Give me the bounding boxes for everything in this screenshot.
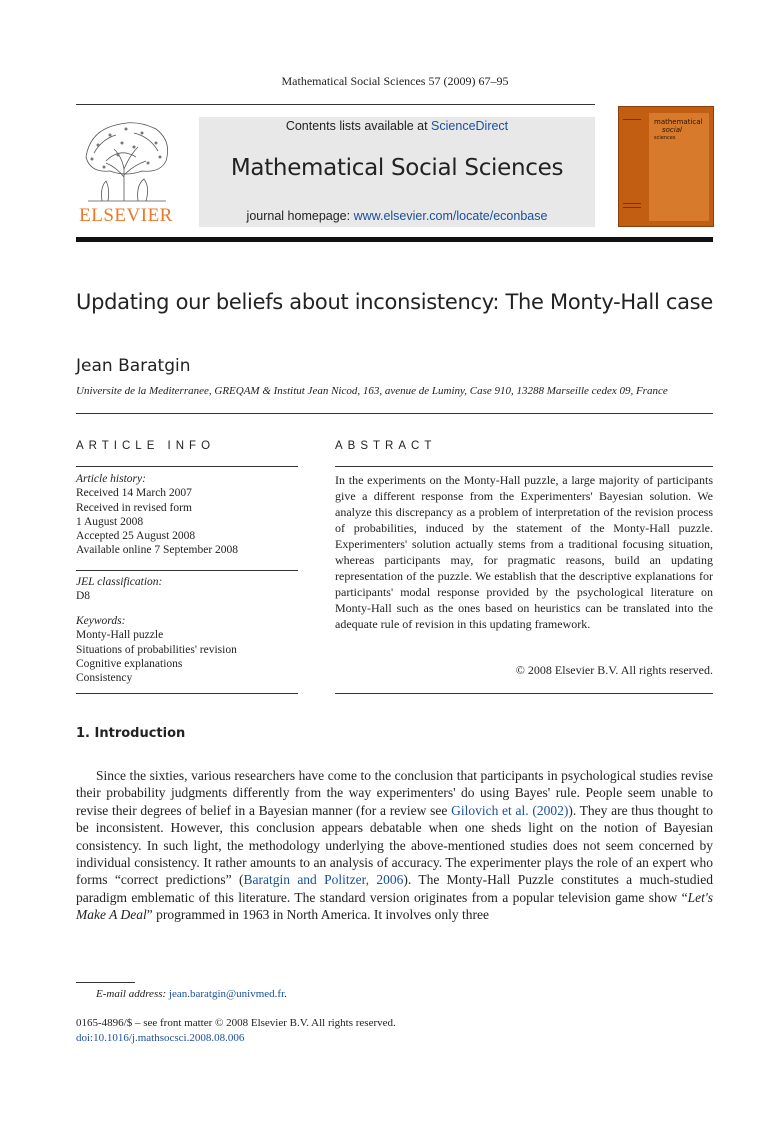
homepage-prefix: journal homepage:	[246, 209, 354, 223]
issn-line: 0165-4896/$ – see front matter © 2008 Elsevier B.V. All rights reserved.	[76, 1017, 396, 1029]
author-footnote	[96, 988, 287, 1000]
article-history	[76, 472, 298, 558]
elsevier-wordmark: ELSEVIER	[79, 205, 173, 226]
contents-line	[199, 119, 595, 133]
tree-of-knowledge-logo-icon	[76, 117, 176, 203]
cover-title-line: mathematical	[654, 118, 703, 126]
intro-text: Since the sixties, various researchers have come to the conclusion that participants in psychological studies revise their probability judgments differently from the way experimenters' do using Bayes' rule. People seem unable to revise their degrees of belief in a Bayesian manner (for a review see	[76, 768, 713, 818]
history-line: Received 14 March 2007	[76, 487, 192, 500]
homepage-line	[199, 209, 595, 223]
article-title: Updating our beliefs about inconsistency: The Monty-Hall case	[76, 290, 713, 314]
keyword: Cognitive explanations	[76, 657, 183, 670]
doi-link[interactable]: doi:10.1016/j.mathsocsci.2008.08.006	[76, 1031, 245, 1044]
abstract-rule	[335, 466, 713, 467]
intro-text: ” programmed in 1963 in North America. It involves only three	[146, 907, 490, 923]
masthead-rule	[76, 237, 713, 242]
elsevier-logo[interactable]	[76, 117, 176, 227]
journal-masthead	[199, 117, 595, 227]
history-line: Received in revised form	[76, 501, 192, 514]
article-info-heading: ARTICLE INFO	[76, 440, 216, 452]
abstract-copyright: © 2008 Elsevier B.V. All rights reserved.	[515, 663, 713, 677]
journal-title: Mathematical Social Sciences	[230, 155, 564, 181]
intro-text: ). They are thus thought to be inconsistent. However, this conclusion appears debatable when one sheds light on the notion of Bayesian consistency. In such light, the methodology underlying the above-mentioned studies does not seem concerned by individual consistency. It rather amounts to an analysis of accuracy. The experimenter plays the role of an expert who forms “correct predictions” (	[76, 802, 713, 888]
author-affiliation: Universite de la Mediterranee, GREQAM & Institut Jean Nicod, 163, avenue de Luminy, Case 910, 13288 Marseille cedex 09, France	[76, 385, 668, 397]
email-label: E-mail address:	[96, 988, 167, 1000]
citation-link[interactable]: Baratgin and Politzer, 2006	[243, 872, 404, 888]
sciencedirect-link[interactable]: ScienceDirect	[431, 119, 509, 133]
cover-decoration	[623, 203, 641, 204]
cover-decoration	[623, 207, 641, 208]
abstract-bottom-rule	[335, 693, 713, 694]
citation-link[interactable]: Gilovich et al. (2002)	[451, 802, 569, 818]
homepage-link[interactable]: www.elsevier.com/locate/econbase	[353, 209, 548, 223]
footnote-suffix: .	[284, 988, 287, 1000]
abstract-text: In the experiments on the Monty-Hall puzzle, a large majority of participants give a different response from the Experimenters' Bayesian solution. We analyze this discrepancy as a problem of interpretation of the revision process of probabilities, induced by the statement of the Monty-Hall puzzle. Experimenters' solution actually stems from a traditional focusing situation, whereas participants may, for pragmatic reasons, build an updating representation of the puzzle. We establish that the descriptive explanations for participants' modal response provided by the psychological literature on Monty-Hall such as the ones based on heuristics can be translated into the adequate rule of revision in this updating framework.	[335, 473, 713, 631]
keyword: Consistency	[76, 672, 133, 685]
contents-prefix: Contents lists available at	[285, 119, 432, 133]
introduction-heading: 1. Introduction	[76, 726, 186, 741]
keywords	[76, 614, 298, 685]
header-rule	[76, 104, 595, 105]
title-rule	[76, 413, 713, 414]
front-matter-info	[76, 1016, 396, 1045]
cover-decoration	[623, 119, 641, 120]
history-line: Accepted 25 August 2008	[76, 530, 196, 543]
introduction-paragraph	[76, 767, 713, 924]
history-label: Article history:	[76, 473, 146, 485]
jel-classification	[76, 575, 298, 604]
jel-code: D8	[76, 590, 91, 603]
journal-cover-thumbnail[interactable]	[618, 106, 714, 227]
jel-label: JEL classification:	[76, 576, 163, 588]
article-info-rule	[76, 466, 298, 467]
running-head: Mathematical Social Sciences 57 (2009) 67–95	[281, 74, 509, 88]
cover-title-line: sciences	[654, 135, 676, 141]
author-name[interactable]: Jean Baratgin	[76, 356, 191, 376]
history-line: 1 August 2008	[76, 515, 144, 528]
history-line: Available online 7 September 2008	[76, 544, 239, 557]
show-title: Let's Make A Deal	[76, 889, 713, 923]
cover-panel	[649, 113, 709, 221]
keywords-label: Keywords:	[76, 615, 126, 627]
intro-text: ). The Monty-Hall Puzzle constitutes a much-studied paradigm emblematic of this literature. The standard version originates from a popular television game show “	[76, 872, 713, 905]
keyword: Situations of probabilities' revision	[76, 643, 237, 656]
keyword: Monty-Hall puzzle	[76, 629, 164, 642]
cover-title-line: social	[662, 126, 682, 134]
cover-title	[654, 118, 702, 142]
info-divider	[76, 570, 298, 571]
abstract-heading: ABSTRACT	[335, 440, 437, 452]
email-link[interactable]: jean.baratgin@univmed.fr	[168, 988, 285, 1000]
footnote-rule	[76, 982, 135, 983]
info-bottom-rule	[76, 693, 298, 694]
